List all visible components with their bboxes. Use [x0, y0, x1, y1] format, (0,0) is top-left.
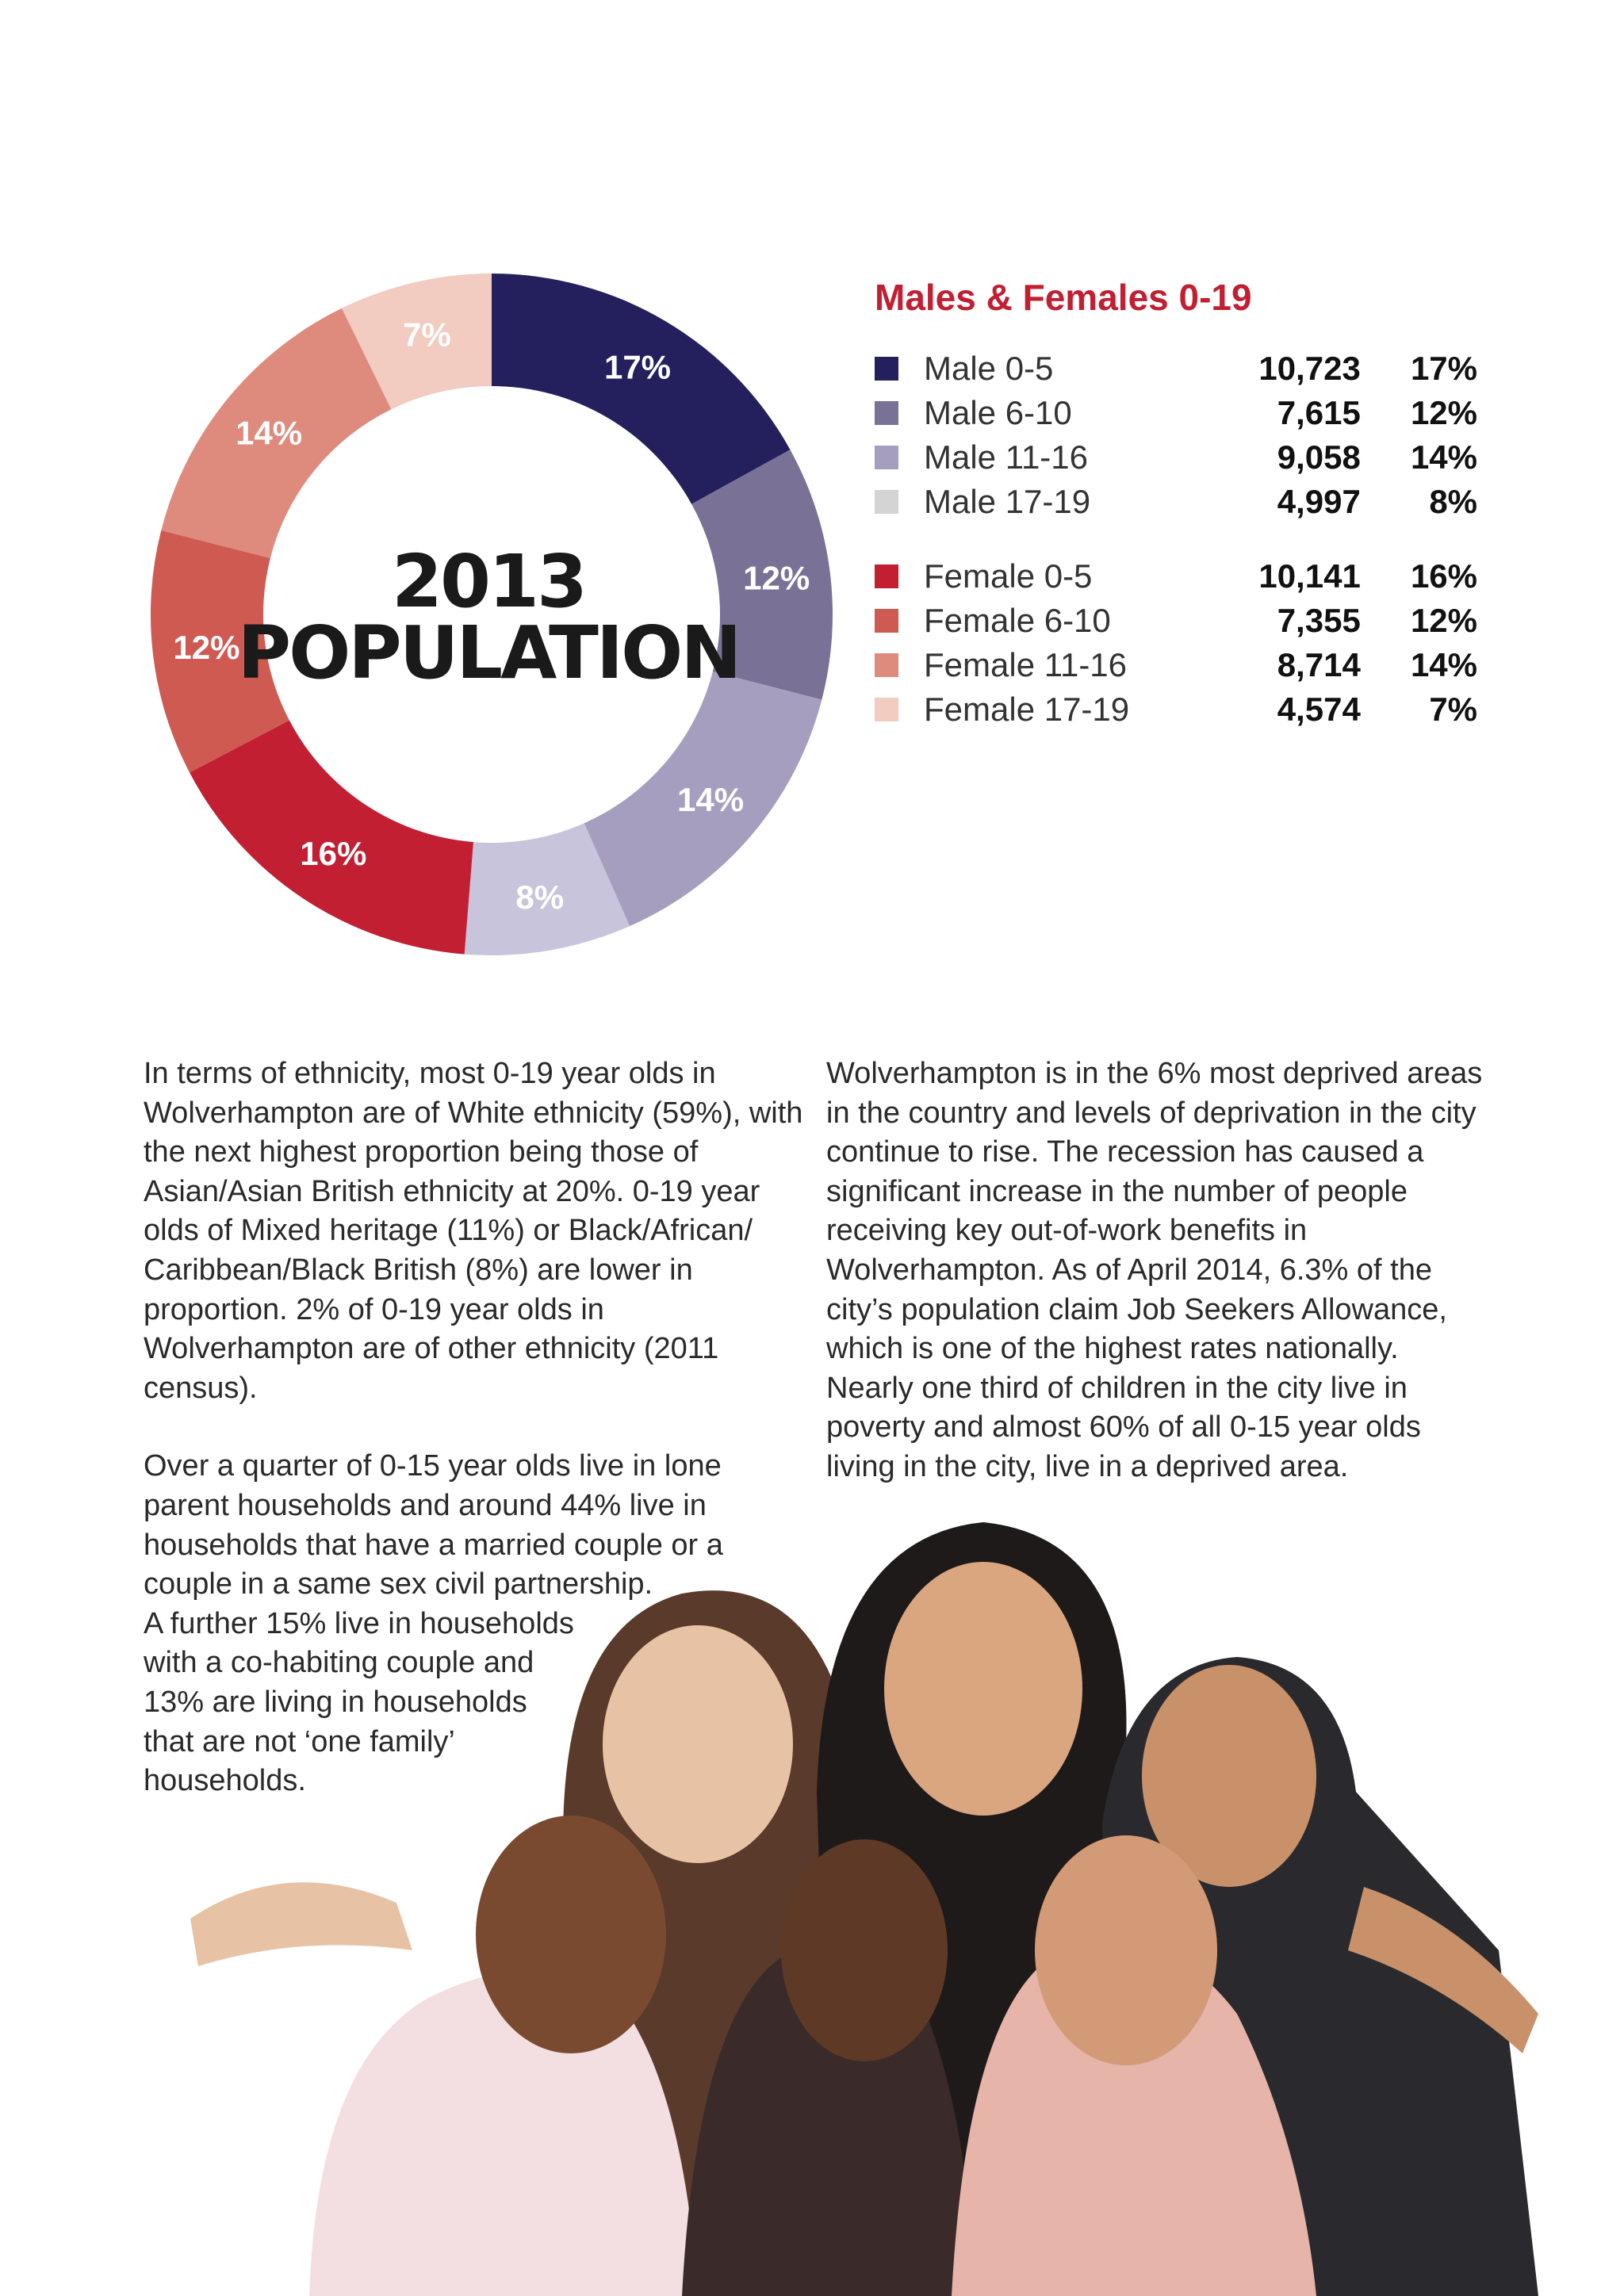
group-photo-image: [190, 1506, 1624, 2296]
deprivation-paragraph: Wolverhampton is in the 6% most deprived areas in the country and levels of deprivation in the city continue to rise. The recession has caused a significant increase in the number of people receiving key out-of-work benefits in Wolverhampton. As of April 2014, 6.3% of the city’s population claim Job Seekers Allowance, which is one of the highest rates nationally. Nearly one third of children in the city live in poverty and almost 60% of all 0-15 year olds living in the city, live in a deprived area.: [826, 1057, 1483, 1483]
legend-row: [875, 643, 1477, 687]
slice-percent-label: 12%: [743, 559, 810, 597]
legend-percent: 14%: [1410, 646, 1478, 683]
arm-shape: [190, 1882, 412, 1966]
legend-percent: 7%: [1429, 691, 1478, 728]
legend-percent: 12%: [1410, 602, 1478, 639]
chart-center-year: 2013: [391, 539, 586, 624]
households-line: parent households and around 44% live in: [144, 1488, 707, 1522]
households-line: Over a quarter of 0-15 year olds live in lone: [144, 1449, 722, 1483]
legend-group-gap: [875, 524, 1477, 554]
legend-swatch: [875, 357, 898, 381]
legend-count: 10,141: [1258, 557, 1361, 595]
legend-swatch: [875, 401, 898, 425]
legend-row: [875, 391, 1477, 435]
legend-label: Female 6-10: [924, 602, 1111, 639]
legend-row: [875, 435, 1477, 480]
legend-swatch: [875, 609, 898, 633]
legend-count: 4,997: [1277, 483, 1361, 520]
households-line: that are not ‘one family’: [144, 1724, 455, 1758]
households-line: couple in a same sex civil partnership.: [144, 1567, 653, 1601]
slice-percent-label: 8%: [515, 878, 565, 916]
face-shape: [603, 1625, 793, 1863]
slice-percent-label: 16%: [300, 834, 367, 872]
ethnicity-paragraph: In terms of ethnicity, most 0-19 year olds in Wolverhampton are of White ethnicity (59%), with the next highest proportion being those of Asian/Asian British ethnicity at 20%. 0-19 year olds of Mixed heritage (11%) or Black/African/ Caribbean/Black British (8%) are lower in proportion. 2% of 0-19 year olds in Wolverhampton are of other ethnicity (2011 census).: [144, 1057, 803, 1405]
slice-percent-label: 14%: [677, 781, 745, 819]
legend-count: 10,723: [1258, 350, 1361, 387]
slice-percent-label: 12%: [173, 629, 240, 667]
legend-title: Males & Females 0-19: [875, 277, 1252, 318]
households-line: households that have a married couple or a: [144, 1528, 723, 1562]
legend-count: 7,355: [1277, 602, 1361, 639]
legend-swatch: [875, 446, 898, 469]
chart-legend: [875, 274, 1477, 732]
households-line: households.: [144, 1764, 306, 1798]
population-donut-chart: [151, 274, 848, 971]
legend-count: 7,615: [1277, 394, 1361, 431]
face-shape: [884, 1562, 1082, 1816]
page-number: 3: [1566, 2229, 1584, 2263]
legend-row: [875, 480, 1477, 524]
legend-label: Female 0-5: [924, 557, 1093, 595]
households-line: with a co-habiting couple and: [144, 1646, 534, 1680]
legend-row: [875, 346, 1477, 391]
legend-label: Male 6-10: [924, 394, 1072, 431]
donut-slice: [492, 274, 790, 504]
face-shape: [476, 1816, 666, 2053]
legend-body: [875, 346, 1477, 732]
legend-row: [875, 554, 1477, 599]
face-shape: [1035, 1835, 1217, 2065]
legend-row: [875, 687, 1477, 732]
legend-swatch: [875, 653, 898, 677]
legend-count: 9,058: [1277, 438, 1361, 476]
legend-count: 4,574: [1277, 691, 1361, 728]
legend-percent: 16%: [1410, 557, 1478, 595]
face-shape: [781, 1839, 948, 2061]
legend-percent: 8%: [1429, 483, 1478, 520]
chart-center-title: POPULATION: [237, 610, 740, 695]
legend-label: Male 11-16: [924, 438, 1089, 476]
legend-percent: 17%: [1410, 350, 1478, 387]
households-line: A further 15% live in households: [144, 1606, 574, 1640]
legend-label: Male 0-5: [924, 350, 1054, 387]
slice-percent-label: 14%: [236, 414, 303, 452]
legend-swatch: [875, 490, 898, 514]
legend-swatch: [875, 564, 898, 588]
legend-label: Male 17-19: [924, 483, 1091, 520]
legend-percent: 12%: [1410, 394, 1478, 431]
legend-label: Female 11-16: [924, 646, 1128, 683]
slice-percent-label: 7%: [403, 316, 451, 354]
legend-row: [875, 599, 1477, 643]
legend-swatch: [875, 698, 898, 721]
legend-label: Female 17-19: [924, 691, 1130, 728]
households-line: 13% are living in households: [144, 1685, 527, 1719]
slice-percent-label: 17%: [603, 348, 672, 386]
legend-percent: 14%: [1410, 438, 1478, 476]
legend-count: 8,714: [1277, 646, 1361, 683]
